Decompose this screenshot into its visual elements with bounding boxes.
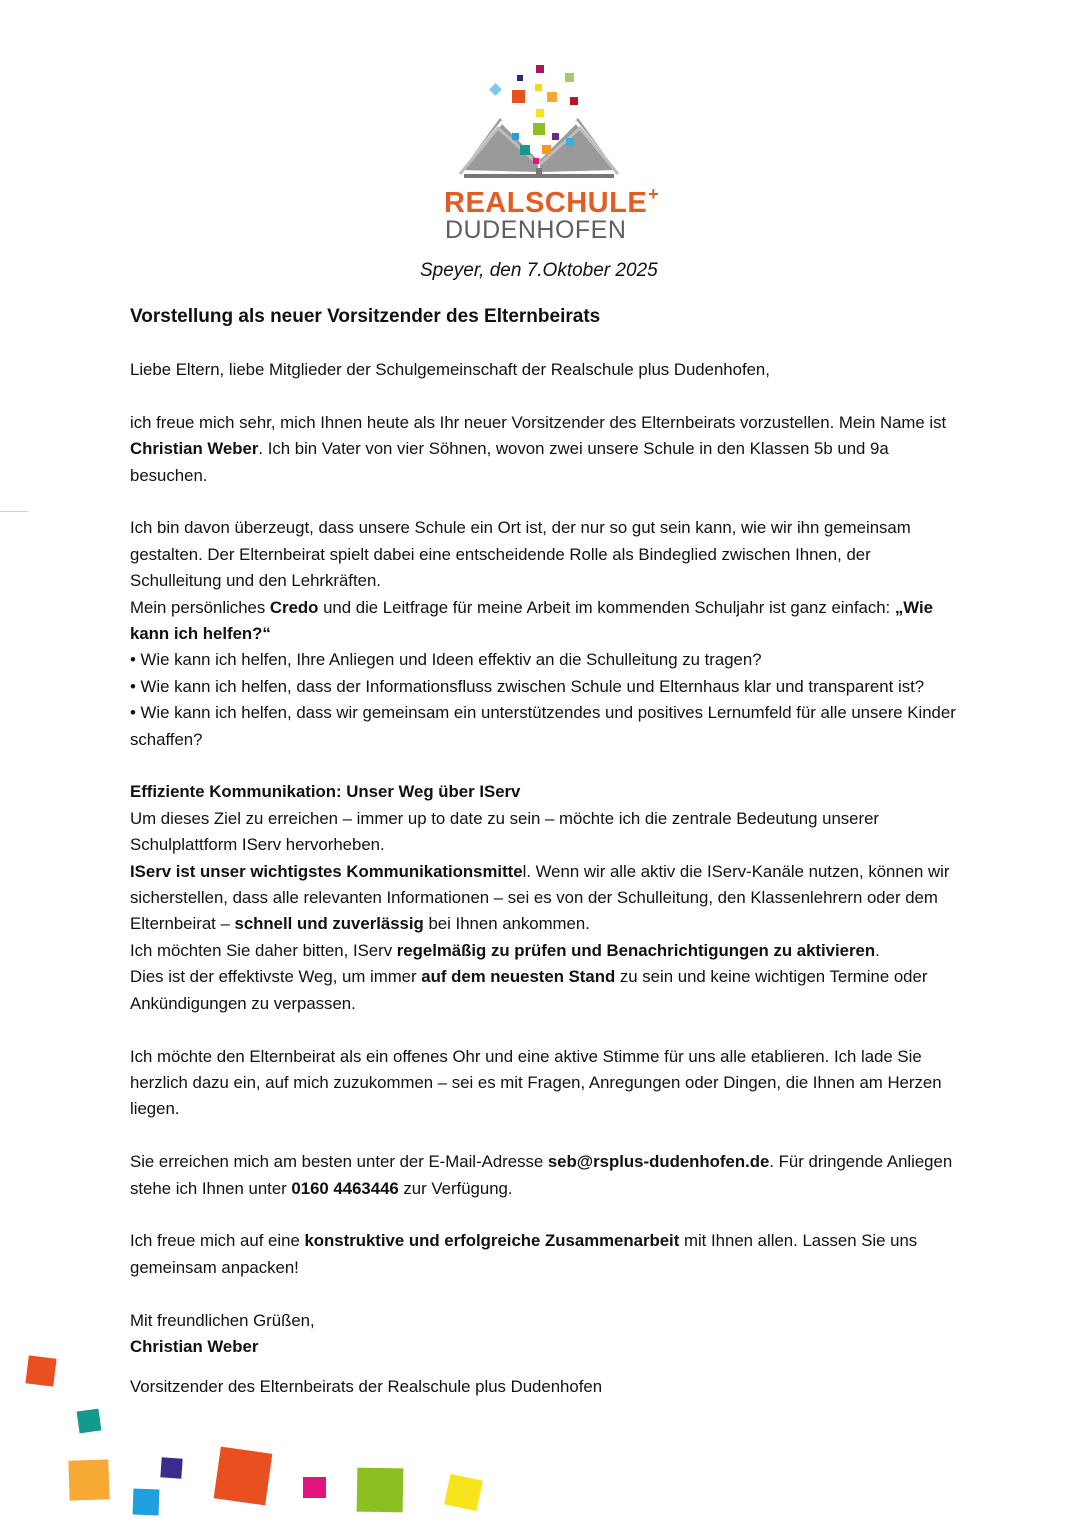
phone-number: 0160 4463446 — [291, 1178, 399, 1198]
paragraph-closing: Ich freue mich auf eine konstruktive und erfolgreiche Zusammenarbeit mit Ihnen allen. Lassen Sie uns gemeinsam anpacken! — [130, 1231, 918, 1277]
logo-square — [517, 75, 523, 81]
decor-square — [444, 1474, 483, 1511]
logo-square — [536, 109, 544, 117]
letter-body — [130, 303, 965, 1401]
paragraph-effective: Dies ist der effektivste Weg, um immer auf dem neuesten Stand zu sein und keine wichtigen Termine oder Ankündigungen zu verpassen. — [130, 967, 928, 1013]
paragraph-contact: Sie erreichen mich am besten unter der E-Mail-Adresse seb@rsplus-dudenhofen.de. Für dringende Anliegen stehe ich Ihnen unter 0160 4463446 zur Verfügung. — [130, 1152, 953, 1198]
paragraph-iserv: IServ ist unser wichtigstes Kommunikationsmittel. Wenn wir alle aktiv die IServ-Kanäle nutzen, können wir sicherstellen, dass alle relevanten Informationen – sei es von der Schulleitung, den Klassenlehrern oder dem Elternbeirat – schnell und zuverlässig bei Ihnen ankommen. — [130, 861, 950, 934]
paragraph-conviction: Ich bin davon überzeugt, dass unsere Schule ein Ort ist, der nur so gut sein kann, wie wir ihn gemeinsam gestalten. Der Elternbeirat spielt dabei eine entscheidende Rolle als Bindeglied zwischen Ihnen, der Schulleitung und den Lehrkräften. — [130, 518, 911, 591]
logo-square — [566, 138, 574, 146]
logo-square — [536, 65, 544, 73]
margin-rule — [0, 511, 28, 512]
decor-square — [77, 1409, 102, 1434]
paragraph-request: Ich möchten Sie daher bitten, IServ regelmäßig zu prüfen und Benachrichtigungen zu aktivieren. — [130, 940, 880, 960]
list-item: • Wie kann ich helfen, Ihre Anliegen und Ideen effektiv an die Schulleitung zu tragen? — [130, 650, 762, 670]
open-book-icon — [440, 60, 650, 185]
logo-square — [570, 97, 578, 105]
paragraph-open-ear: Ich möchte den Elternbeirat als ein offenes Ohr und eine aktive Stimme für uns alle etablieren. Ich lade Sie herzlich dazu ein, auf mich zuzukommen – sei es mit Fragen, Anregungen oder Dingen, die Ihnen am Herzen liegen. — [130, 1046, 942, 1119]
letter-heading: Vorstellung als neuer Vorsitzender des Elternbeirats — [130, 306, 601, 327]
signature-role: Vorsitzender des Elternbeirats der Realschule plus Dudenhofen — [130, 1377, 603, 1397]
decor-square — [133, 1489, 160, 1516]
logo-subtitle: DUDENHOFEN — [445, 216, 627, 244]
logo-square — [547, 92, 557, 102]
paragraph-credo: Mein persönliches Credo und die Leitfrage für meine Arbeit im kommenden Schuljahr ist ganz einfach: „Wie kann ich helfen?“ — [130, 597, 933, 644]
logo-square — [533, 123, 545, 135]
email-address: seb@rsplus-dudenhofen.de — [547, 1152, 770, 1172]
logo-square — [533, 158, 539, 164]
salutation: Liebe Eltern, liebe Mitglieder der Schulgemeinschaft der Realschule plus Dudenhofen, — [130, 360, 770, 379]
list-item: • Wie kann ich helfen, dass der Informationsfluss zwischen Schule und Elternhaus klar und transparent ist? — [130, 676, 925, 696]
decor-square — [214, 1447, 273, 1506]
section-heading: Effiziente Kommunikation: Unser Weg über IServ — [130, 782, 521, 802]
logo-square — [552, 133, 559, 140]
list-item: • Wie kann ich helfen, dass wir gemeinsam ein unterstützendes und positives Lernumfeld für alle unsere Kinder schaffen? — [130, 703, 956, 749]
logo-square — [512, 133, 519, 140]
guiding-question: „Wie kann ich helfen?“ — [130, 597, 933, 644]
paragraph-introduction: ich freue mich sehr, mich Ihnen heute als Ihr neuer Vorsitzender des Elternbeirats vorzustellen. Mein Name ist Christian Weber. Ich bin Vater von vier Söhnen, wovon zwei unsere Schule in den Klassen 5b und 9a besuchen. — [130, 412, 947, 485]
decor-square — [68, 1459, 109, 1500]
decor-square — [25, 1355, 56, 1386]
author-name: Christian Weber — [130, 439, 259, 459]
decor-square — [160, 1457, 182, 1478]
logo-square — [512, 90, 525, 103]
logo-square — [535, 84, 542, 91]
logo-square — [520, 145, 530, 155]
paragraph-goal: Um dieses Ziel zu erreichen – immer up to date zu sein – möchte ich die zentrale Bedeutung unserer Schulplattform IServ hervorheben. — [130, 808, 880, 855]
logo-square — [565, 73, 574, 82]
logo-title: REALSCHULE+ — [444, 184, 660, 219]
decor-square — [357, 1468, 404, 1513]
date-line: Speyer, den 7.Oktober 2025 — [420, 260, 658, 281]
closing-phrase: Mit freundlichen Grüßen, — [130, 1310, 315, 1330]
school-logo — [440, 60, 660, 250]
decor-square — [303, 1477, 326, 1498]
signature-name: Christian Weber — [130, 1336, 259, 1356]
logo-square — [542, 145, 551, 154]
logo-square — [489, 83, 502, 96]
